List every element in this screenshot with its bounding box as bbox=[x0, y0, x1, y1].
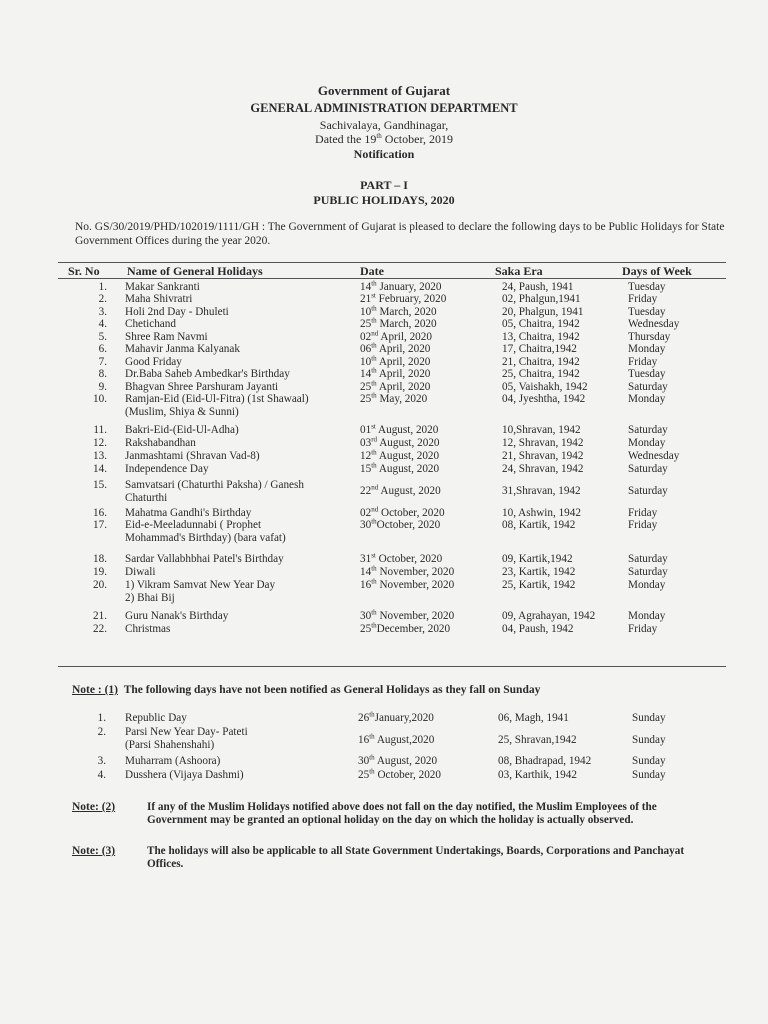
date-cell bbox=[360, 393, 427, 406]
holiday-name-cell: 1) Vikram Samvat New Year Day bbox=[125, 579, 276, 591]
date-month-year: October, 2020 bbox=[378, 507, 445, 519]
date-month-year: November, 2020 bbox=[376, 566, 455, 578]
saka-cell: 05, Vaishakh, 1942 bbox=[502, 381, 588, 393]
weekday-cell: Monday bbox=[628, 579, 666, 591]
saka-cell: 24, Shravan, 1942 bbox=[502, 463, 584, 475]
holiday-name-cell: Christmas bbox=[125, 623, 171, 635]
date-month-year: February, 2020 bbox=[375, 293, 447, 305]
weekday-cell: Sunday bbox=[632, 755, 666, 767]
date-day: 02 bbox=[360, 507, 372, 519]
date-month-year: March, 2020 bbox=[376, 306, 437, 318]
saka-cell: 25, Chaitra, 1942 bbox=[502, 368, 580, 380]
weekday-cell: Saturday bbox=[628, 463, 668, 475]
date-month-year: August, 2020 bbox=[376, 463, 440, 475]
date-month-year: October, 2020 bbox=[374, 769, 441, 781]
col-header-saka: Saka Era bbox=[495, 264, 543, 278]
holiday-name-cell: Holi 2nd Day - Dhuleti bbox=[125, 306, 229, 318]
date-suffix: st bbox=[371, 291, 376, 300]
holiday-name-cell-line2: Chaturthi bbox=[125, 492, 168, 504]
weekday-cell: Tuesday bbox=[628, 368, 666, 380]
sr-cell: 11. bbox=[93, 424, 107, 436]
table-header-rule bbox=[58, 278, 726, 279]
saka-cell: 20, Phalgun, 1941 bbox=[502, 306, 584, 318]
date-suffix: th bbox=[371, 564, 377, 573]
date-suffix: th bbox=[369, 767, 375, 776]
date-suffix: nd bbox=[371, 329, 379, 338]
sr-cell: 17. bbox=[93, 519, 107, 531]
weekday-cell: Monday bbox=[628, 437, 666, 449]
holiday-name-cell: Muharram (Ashoora) bbox=[125, 755, 221, 767]
sr-cell: 7. bbox=[98, 356, 107, 368]
date-suffix: nd bbox=[371, 483, 379, 492]
note1-text: The following days have not been notified as General Holidays as they fall on Sunday bbox=[123, 684, 541, 696]
sr-cell: 2. bbox=[97, 726, 106, 738]
date-day: 25 bbox=[360, 623, 372, 635]
note3-text: The holidays will also be applicable to all State Government Undertakings, Boards, Corporations and Panchayat Offices. bbox=[147, 845, 685, 870]
date-month-year: April, 2020 bbox=[376, 368, 431, 380]
saka-cell: 05, Chaitra, 1942 bbox=[502, 318, 580, 330]
sr-cell: 10. bbox=[93, 393, 107, 405]
date-day: 01 bbox=[360, 424, 372, 436]
date-month-year: April, 2020 bbox=[378, 331, 432, 343]
weekday-cell: Saturday bbox=[628, 424, 668, 436]
holiday-name-cell-line2: Mohammad's Birthday) (bara vafat) bbox=[125, 532, 286, 544]
saka-cell: 17, Chaitra,1942 bbox=[502, 343, 577, 355]
date-month-year: January, 2020 bbox=[376, 281, 442, 293]
date-cell bbox=[360, 519, 440, 532]
date-day: 16 bbox=[358, 734, 370, 746]
dept-title: GENERAL ADMINISTRATION DEPARTMENT bbox=[250, 101, 518, 115]
date-day: 21 bbox=[360, 293, 372, 305]
date-month-year: May, 2020 bbox=[376, 393, 428, 405]
date-month-year: October, 2020 bbox=[375, 553, 443, 565]
intro-paragraph: No. GS/30/2019/PHD/102019/1111/GH : The Government of Gujarat is pleased to declare the following days to be Public Holidays for State Government Offices during the year 2020. bbox=[75, 221, 725, 247]
note3-label: Note: (3) bbox=[72, 845, 116, 857]
date-cell bbox=[358, 769, 441, 782]
sr-cell: 15. bbox=[93, 479, 107, 491]
weekday-cell: Monday bbox=[628, 610, 666, 622]
weekday-cell: Wednesday bbox=[628, 450, 680, 462]
saka-cell: 10, Ashwin, 1942 bbox=[502, 507, 581, 519]
saka-cell: 25, Kartik, 1942 bbox=[502, 579, 576, 591]
part-label: PART – I bbox=[360, 178, 408, 192]
sr-cell: 5. bbox=[98, 331, 107, 343]
date-month-year: April, 2020 bbox=[376, 381, 431, 393]
holiday-name-cell: Diwali bbox=[125, 566, 156, 578]
weekday-cell: Friday bbox=[628, 623, 658, 635]
date-month-year: August, 2020 bbox=[377, 437, 440, 449]
holiday-name-cell-line2: 2) Bhai Bij bbox=[125, 592, 175, 604]
holiday-name-cell: Mahatma Gandhi's Birthday bbox=[125, 507, 252, 519]
date-month-year: October, 2020 bbox=[376, 519, 441, 531]
saka-cell: 08, Kartik, 1942 bbox=[502, 519, 576, 531]
weekday-cell: Friday bbox=[628, 519, 658, 531]
date-month-year: April, 2020 bbox=[376, 356, 431, 368]
date-month-year: November, 2020 bbox=[376, 579, 455, 591]
govt-title: Government of Gujarat bbox=[317, 83, 451, 98]
date-suffix: th bbox=[371, 621, 377, 630]
note2-text: If any of the Muslim Holidays notified above does not fall on the day notified, the Muslim Employees of the Government may be granted an optional holiday on the day on which the holiday is actually observed. bbox=[147, 801, 657, 826]
date-cell bbox=[358, 755, 437, 768]
saka-cell: 10,Shravan, 1942 bbox=[502, 424, 581, 436]
note1-heading bbox=[72, 684, 540, 696]
saka-cell: 12, Shravan, 1942 bbox=[502, 437, 584, 449]
sr-cell: 8. bbox=[98, 368, 107, 380]
date-suffix: rd bbox=[371, 435, 378, 444]
weekday-cell: Monday bbox=[628, 393, 666, 405]
sr-cell: 1. bbox=[97, 712, 106, 724]
date-day: 12 bbox=[360, 450, 372, 462]
saka-cell: 03, Karthik, 1942 bbox=[498, 769, 577, 781]
holiday-name-cell: Janmashtami (Shravan Vad-8) bbox=[125, 450, 260, 462]
weekday-cell: Tuesday bbox=[628, 281, 666, 293]
sr-cell: 4. bbox=[98, 318, 107, 330]
date-day: 14 bbox=[360, 368, 372, 380]
date-day: 25 bbox=[360, 318, 372, 330]
date-suffix: th bbox=[371, 366, 377, 375]
date-month-year: March, 2020 bbox=[376, 318, 437, 330]
date-month-year: August,2020 bbox=[374, 734, 435, 746]
date-day: 14 bbox=[360, 566, 372, 578]
date-cell bbox=[358, 712, 434, 725]
holiday-name-cell: Dusshera (Vijaya Dashmi) bbox=[125, 769, 244, 781]
date-day: 25 bbox=[360, 381, 372, 393]
saka-cell: 09, Agrahayan, 1942 bbox=[502, 610, 596, 622]
saka-cell: 21, Shravan, 1942 bbox=[502, 450, 584, 462]
saka-cell: 13, Chaitra, 1942 bbox=[502, 331, 580, 343]
date-day: 30 bbox=[358, 755, 370, 767]
holiday-name-cell: Sardar Vallabhbhai Patel's Birthday bbox=[125, 553, 284, 565]
date-suffix: th bbox=[371, 316, 377, 325]
col-header-day: Days of Week bbox=[622, 264, 692, 278]
date-suffix: th bbox=[371, 608, 377, 617]
holiday-name-cell: Chetichand bbox=[125, 318, 176, 330]
weekday-cell: Friday bbox=[628, 293, 658, 305]
sr-cell: 18. bbox=[93, 553, 107, 565]
weekday-cell: Wednesday bbox=[628, 318, 680, 330]
date-suffix: th bbox=[369, 732, 375, 741]
saka-cell: 04, Jyeshtha, 1942 bbox=[502, 393, 586, 405]
date-day: 15 bbox=[360, 463, 372, 475]
date-suffix: th bbox=[371, 379, 377, 388]
holiday-name-cell: Bhagvan Shree Parshuram Jayanti bbox=[125, 381, 279, 393]
date-cell bbox=[360, 579, 454, 592]
date-day: 26 bbox=[358, 712, 370, 724]
date-day: 02 bbox=[360, 331, 372, 343]
sr-cell: 3. bbox=[97, 755, 106, 767]
weekday-cell: Thursday bbox=[628, 331, 671, 343]
weekday-cell: Tuesday bbox=[628, 306, 666, 318]
date-suffix: th bbox=[371, 448, 377, 457]
saka-cell: 21, Chaitra, 1942 bbox=[502, 356, 580, 368]
date-suffix: th bbox=[371, 577, 377, 586]
weekday-cell: Saturday bbox=[628, 485, 668, 497]
date-suffix: th bbox=[371, 354, 377, 363]
weekday-cell: Sunday bbox=[632, 769, 666, 781]
sr-cell: 6. bbox=[98, 343, 107, 355]
date-day: 31 bbox=[360, 553, 372, 565]
sr-cell: 1. bbox=[98, 281, 107, 293]
sr-cell: 9. bbox=[98, 381, 107, 393]
holiday-name-cell: Guru Nanak's Birthday bbox=[125, 610, 229, 622]
date-suffix: th bbox=[369, 710, 375, 719]
date-month-year: August, 2020 bbox=[376, 450, 440, 462]
note1-label: Note : (1) bbox=[72, 684, 118, 696]
sr-cell: 3. bbox=[98, 306, 107, 318]
saka-cell: 08, Bhadrapad, 1942 bbox=[498, 755, 592, 767]
notification-label: Notification bbox=[353, 147, 415, 161]
weekday-cell: Friday bbox=[628, 507, 658, 519]
holiday-name-cell: Independence Day bbox=[125, 463, 209, 475]
sr-cell: 19. bbox=[93, 566, 107, 578]
date-suffix: st bbox=[371, 551, 376, 560]
date-month-year: November, 2020 bbox=[376, 610, 455, 622]
place-line: Sachivalaya, Gandhinagar, bbox=[319, 118, 449, 132]
date-suffix: th bbox=[371, 304, 377, 313]
date-day: 06 bbox=[360, 343, 372, 355]
saka-cell: 06, Magh, 1941 bbox=[498, 712, 569, 724]
date-day: 30 bbox=[360, 519, 372, 531]
date-day: 03 bbox=[360, 437, 372, 449]
saka-cell: 04, Paush, 1942 bbox=[502, 623, 574, 635]
holiday-name-cell: Samvatsari (Chaturthi Paksha) / Ganesh bbox=[125, 479, 304, 491]
saka-cell: 25, Shravan,1942 bbox=[498, 734, 577, 746]
note2-label: Note: (2) bbox=[72, 801, 116, 813]
col-header-name: Name of General Holidays bbox=[127, 264, 263, 278]
weekday-cell: Saturday bbox=[628, 553, 668, 565]
holiday-name-cell: Ramjan-Eid (Eid-Ul-Fitra) (1st Shawaal) bbox=[125, 393, 309, 405]
date-cell bbox=[360, 463, 439, 476]
sr-cell: 20. bbox=[93, 579, 107, 591]
date-suffix: th bbox=[371, 279, 377, 288]
holiday-name-cell: Rakshabandhan bbox=[125, 437, 196, 449]
table-top-rule bbox=[58, 262, 726, 263]
date-day: 22 bbox=[360, 485, 372, 497]
date-month-year: December, 2020 bbox=[376, 623, 451, 635]
sr-cell: 16. bbox=[93, 507, 107, 519]
holiday-name-cell: Shree Ram Navmi bbox=[125, 331, 208, 343]
date-cell bbox=[360, 485, 441, 498]
sr-cell: 21. bbox=[93, 610, 107, 622]
date-cell bbox=[358, 734, 434, 747]
sr-cell: 13. bbox=[93, 450, 107, 462]
date-month-year: August, 2020 bbox=[375, 424, 439, 436]
date-suffix: th bbox=[371, 461, 377, 470]
holiday-name-cell: Maha Shivratri bbox=[125, 293, 193, 305]
weekday-cell: Sunday bbox=[632, 712, 666, 724]
weekday-cell: Saturday bbox=[628, 381, 668, 393]
sr-cell: 14. bbox=[93, 463, 107, 475]
date-day: 30 bbox=[360, 610, 372, 622]
saka-cell: 02, Phalgun,1941 bbox=[502, 293, 581, 305]
holiday-name-cell: Republic Day bbox=[125, 712, 187, 724]
date-month-year: January,2020 bbox=[374, 712, 434, 724]
date-month-year: August, 2020 bbox=[374, 755, 438, 767]
sr-cell: 12. bbox=[93, 437, 107, 449]
holiday-name-cell: Parsi New Year Day- Pateti bbox=[125, 726, 248, 738]
sr-cell: 2. bbox=[98, 293, 107, 305]
document-title: PUBLIC HOLIDAYS, 2020 bbox=[313, 193, 455, 207]
date-day: 10 bbox=[360, 306, 372, 318]
saka-cell: 31,Shravan, 1942 bbox=[502, 485, 581, 497]
dated-line: Dated the 19th October, 2019 bbox=[315, 132, 453, 146]
date-cell bbox=[360, 623, 450, 636]
holiday-name-cell: Eid-e-Meeladunnabi ( Prophet bbox=[125, 519, 262, 531]
holiday-name-cell: Good Friday bbox=[125, 356, 182, 368]
date-suffix: th bbox=[371, 391, 377, 400]
weekday-cell: Monday bbox=[628, 343, 666, 355]
sr-cell: 4. bbox=[97, 769, 106, 781]
date-suffix: th bbox=[369, 753, 375, 762]
date-day: 25 bbox=[358, 769, 370, 781]
date-suffix: th bbox=[371, 517, 377, 526]
saka-cell: 24, Paush, 1941 bbox=[502, 281, 574, 293]
holiday-name-cell: Bakri-Eid-(Eid-Ul-Adha) bbox=[125, 424, 239, 436]
date-day: 16 bbox=[360, 579, 372, 591]
date-suffix: nd bbox=[371, 505, 379, 514]
date-suffix: th bbox=[371, 341, 377, 350]
sr-cell: 22. bbox=[93, 623, 107, 635]
holiday-name-cell-line2: (Muslim, Shiya & Sunni) bbox=[125, 406, 239, 418]
date-day: 14 bbox=[360, 281, 372, 293]
holiday-name-cell: Makar Sankranti bbox=[125, 281, 200, 293]
weekday-cell: Sunday bbox=[632, 734, 666, 746]
date-suffix: st bbox=[371, 422, 376, 431]
saka-cell: 09, Kartik,1942 bbox=[502, 553, 573, 565]
date-month-year: August, 2020 bbox=[378, 485, 441, 497]
table-bottom-rule bbox=[58, 666, 726, 667]
weekday-cell: Saturday bbox=[628, 566, 668, 578]
date-day: 10 bbox=[360, 356, 372, 368]
weekday-cell: Friday bbox=[628, 356, 658, 368]
holiday-name-cell: Dr.Baba Saheb Ambedkar's Birthday bbox=[125, 368, 290, 380]
col-header-date: Date bbox=[360, 264, 384, 278]
holiday-name-cell-line2: (Parsi Shahenshahi) bbox=[125, 739, 215, 751]
date-month-year: April, 2020 bbox=[376, 343, 431, 355]
date-day: 25 bbox=[360, 393, 372, 405]
holiday-name-cell: Mahavir Janma Kalyanak bbox=[125, 343, 240, 355]
saka-cell: 23, Kartik, 1942 bbox=[502, 566, 576, 578]
col-header-sr: Sr. No bbox=[68, 264, 100, 278]
